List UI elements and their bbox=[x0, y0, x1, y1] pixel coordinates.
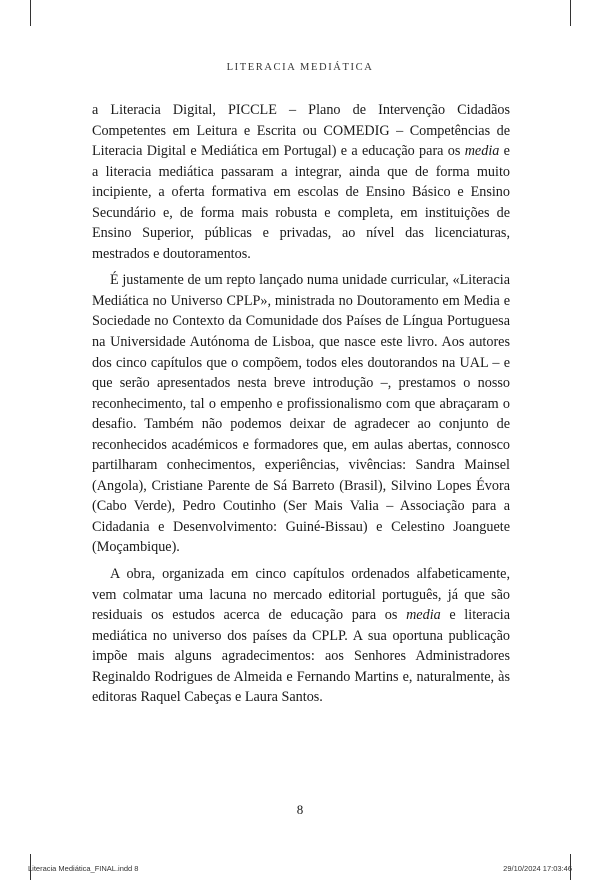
slug-timestamp: 29/10/2024 17:03:46 bbox=[503, 864, 572, 873]
crop-mark-top-right bbox=[570, 0, 571, 26]
slug-file-name: Literacia Mediática_FINAL.indd 8 bbox=[28, 864, 139, 873]
text-run: a Literacia Digital, PICCLE – Plano de Intervenção Cidadãos Competentes em Leitura e Escrita ou COMEDIG – Competências de Literacia Digital e Mediática em Portugal) e a educação para os bbox=[92, 102, 510, 160]
italic-text: media bbox=[464, 143, 500, 160]
crop-mark-top-left bbox=[30, 0, 31, 26]
paragraph bbox=[92, 270, 510, 558]
text-run: É justamente de um repto lançado numa unidade curricular, «Literacia Mediática no Universo CPLP», ministrada no Doutoramento em Media e Sociedade no Contexto da Comunidade dos Países de Língua Portuguesa na Universidade Autónoma de Lisboa, que nasce este livro. Aos autores dos cinco capítulos que o compõem, todos eles doutorandos na UAL – e que serão apresentados nesta breve introdução –, prestamos o nosso reconhecimento, tal o empenho e profissionalismo com que abraçaram o desafio. Também não podemos deixar de agradecer ao conjunto de reconhecidos académicos e formadores que, em aulas abertas, connosco partilharam conhecimentos, experiências, vivências: Sandra Mainsel (Angola), Cristiane Parente de Sá Barreto (Brasil), Silvino Lopes Évora (Cabo Verde), Pedro Coutinho (Ser Mais Valia – Associação para a Cidadania e Desenvolvimento: Guiné-Bissau) e Celestino Joanguete (Moçambique). bbox=[92, 272, 510, 556]
italic-text: media bbox=[406, 607, 441, 624]
text-run: A obra, organizada em cinco capítulos ordenados alfabeticamente, vem colmatar uma lacuna no mercado editorial português, já que são residuais os estudos acerca de educação para os bbox=[92, 566, 510, 624]
page-number: 8 bbox=[296, 802, 304, 817]
text-run: e literacia mediática no universo dos países da CPLP. A sua oportuna publicação impõe mais alguns agradecimentos: aos Senhores Administradores Reginaldo Rodrigues de Almeida e Fernando Martins e, naturalmente, às editoras Raquel Cabeças e Laura Santos. bbox=[92, 607, 510, 706]
text-run: e a literacia mediática passaram a integrar, ainda que de forma muito incipiente, a oferta formativa em escolas de Ensino Básico e Ensino Secundário e, de forma mais robusta e completa, em instituições de Ensino Superior, públicas e privadas, ao nível das licenciaturas, mestrados e doutoramentos. bbox=[92, 143, 510, 262]
running-head: LITERACIA MEDIÁTICA bbox=[226, 62, 374, 73]
paragraph bbox=[92, 100, 510, 264]
paragraph bbox=[92, 564, 510, 708]
body-text bbox=[92, 100, 510, 708]
